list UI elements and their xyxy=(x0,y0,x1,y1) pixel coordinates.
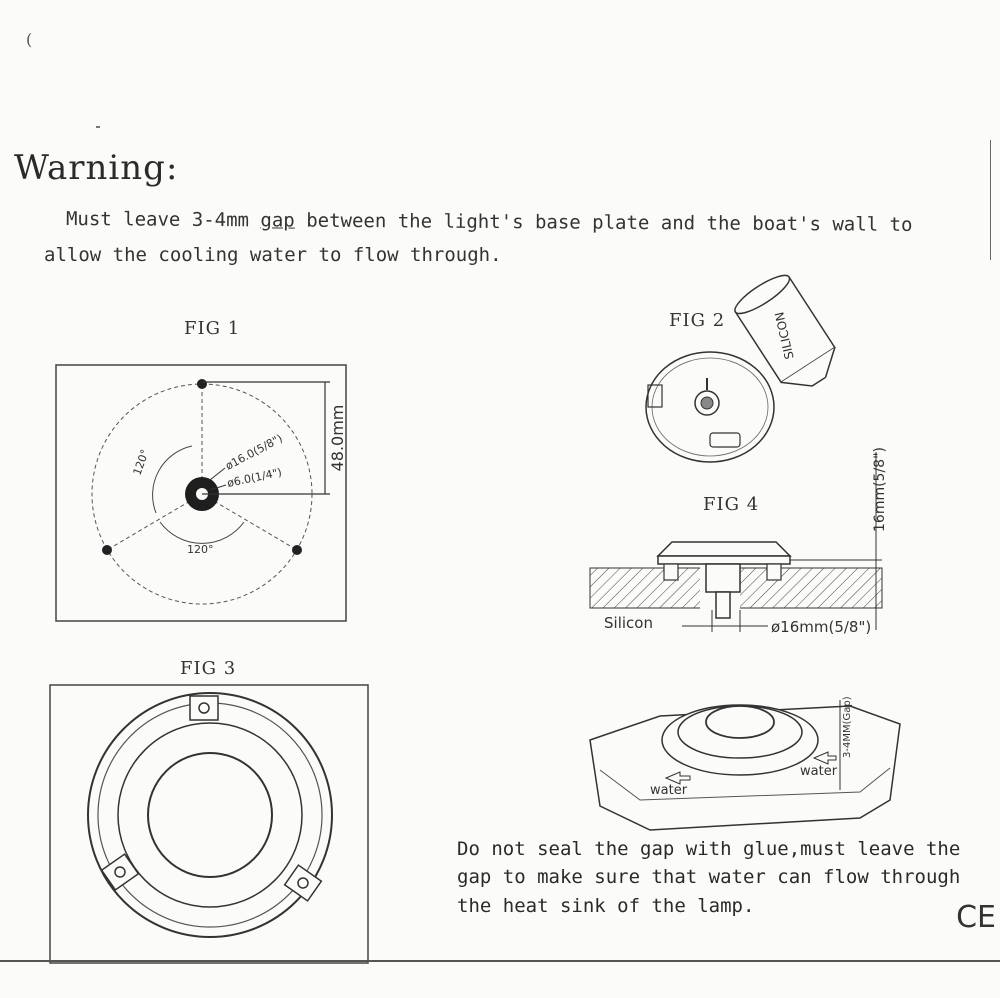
fig4-silicon-label: Silicon xyxy=(604,614,653,632)
fig4-hole-dim: ø16mm(5/8") xyxy=(771,618,872,636)
fig3-label: FIG 3 xyxy=(180,658,237,679)
water-label-left: water xyxy=(650,783,688,798)
warning-title: Warning: xyxy=(14,148,179,188)
warning-text-part: between the light's base plate and the boat's wall to xyxy=(294,209,913,236)
fig4-label: FIG 4 xyxy=(703,494,760,515)
silicone-tube-label: SILICON xyxy=(772,310,797,361)
gap-dim-label: 3-4MM(Gap) xyxy=(842,696,853,758)
ce-mark: CE xyxy=(956,900,996,935)
page-edge-line xyxy=(0,960,1000,962)
fig1-label: FIG 1 xyxy=(184,318,241,339)
page-edge-right xyxy=(990,140,991,260)
warning-text-part: Must leave 3-4mm xyxy=(65,208,261,232)
gap-word: gap xyxy=(260,209,295,232)
stray-mark: ( xyxy=(26,30,33,49)
fig1-dim-height: 48.0mm xyxy=(328,404,347,472)
fig4-height-label: 16mm(5/8") xyxy=(872,447,888,532)
fig1-angle-left: 120° xyxy=(130,447,152,478)
fig1-dim-inner: ø6.0(1/4") xyxy=(225,465,283,490)
fig1-dim-outer: ø16.0(5/8") xyxy=(223,431,285,473)
lamp-lens xyxy=(706,706,774,738)
note-line-3: the heat sink of the lamp. xyxy=(457,895,755,917)
warning-text-line-2: allow the cooling water to flow through. xyxy=(44,244,502,266)
note-line-2: gap to make sure that water can flow through xyxy=(457,866,961,888)
fig1-angle-bottom: 120° xyxy=(187,543,214,556)
water-label-right: water xyxy=(800,764,838,779)
note-line-1: Do not seal the gap with glue,must leave the xyxy=(457,838,961,860)
fig2-label: FIG 2 xyxy=(669,310,726,331)
